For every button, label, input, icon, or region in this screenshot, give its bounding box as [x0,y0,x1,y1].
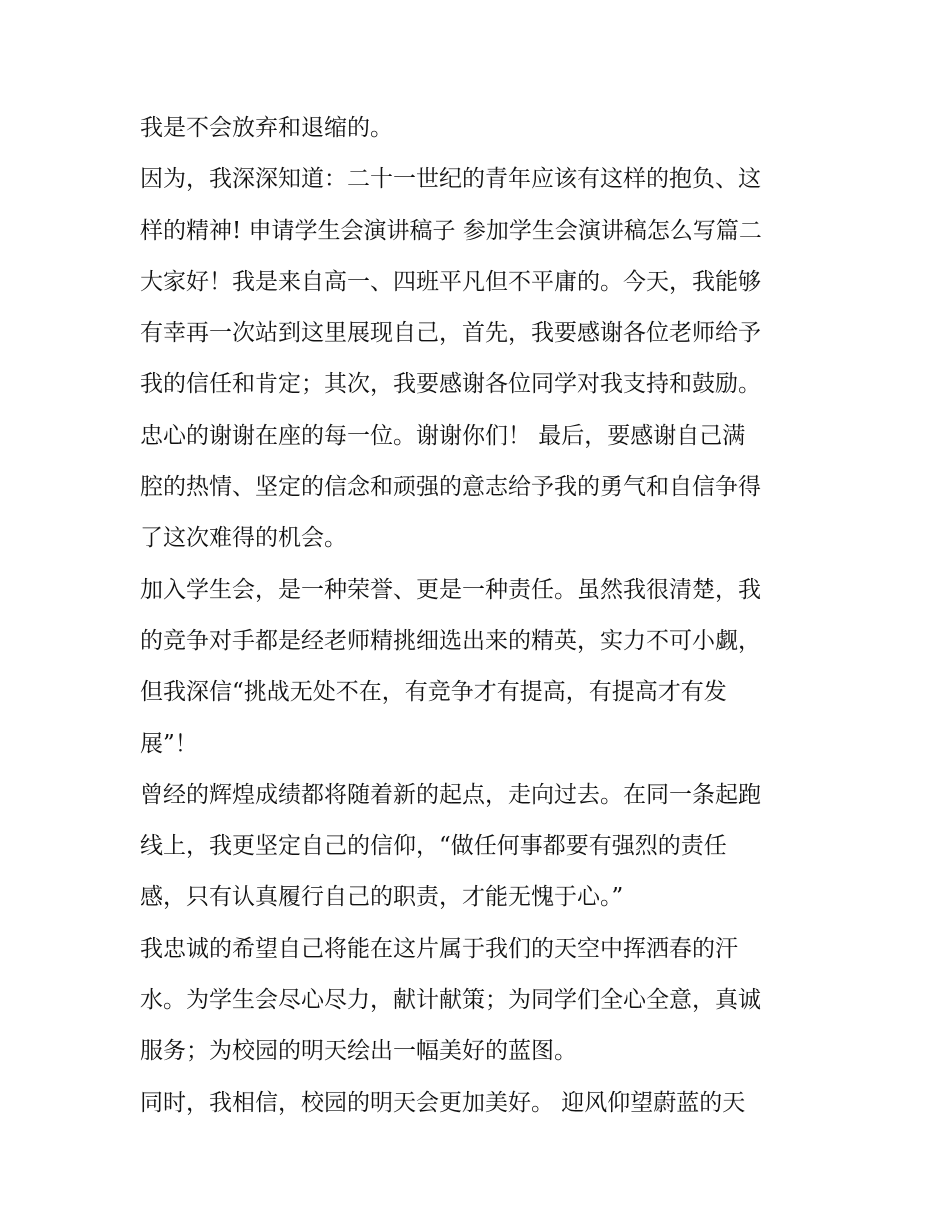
text-line-14: 曾经的辉煌成绩都将随着新的起点，走向过去。在同一条起跑 [140,781,761,808]
text-line-18: 水。为学生会尽心尽力，献计献策；为同学们全心全意，真诚 [140,987,761,1014]
text-line-20: 同时，我相信，校园的明天会更加美好。 迎风仰望蔚蓝的天 [140,1089,746,1116]
text-line-13: 展”！ [140,730,198,757]
document-body [140,103,820,1129]
text-line-3: 样的精神! 申请学生会演讲稿子 参加学生会演讲稿怎么写篇二 [140,217,762,244]
text-line-8: 腔的热情、坚定的信念和顽强的意志给予我的勇气和自信争得 [140,474,761,501]
text-line-1: 我是不会放弃和退缩的。 [140,115,393,141]
text-line-6: 我的信任和肯定；其次，我要感谢各位同学对我支持和鼓励。 [140,371,761,398]
text-line-5: 有幸再一次站到这里展现自己，首先，我要感谢各位老师给予 [140,320,761,347]
text-line-15: 线上，我更坚定自己的信仰，“做任何事都要有强烈的责任 [140,833,727,860]
text-line-9: 了这次难得的机会。 [140,525,347,552]
text-line-12: 但我深信“挑战无处不在，有竞争才有提高，有提高才有发 [140,679,727,706]
text-line-17: 我忠诚的希望自己将能在这片属于我们的天空中挥洒春的汗 [140,935,738,962]
text-line-10: 加入学生会，是一种荣誉、更是一种责任。虽然我很清楚，我 [140,576,761,603]
text-line-2: 因为，我深深知道：二十一世纪的青年应该有这样的抱负、这 [140,166,761,193]
text-line-19: 服务；为校园的明天绘出一幅美好的蓝图。 [140,1038,577,1065]
text-line-4: 大家好！我是来自高一、四班平凡但不平庸的。今天，我能够 [140,268,761,295]
text-line-7: 忠心的谢谢在座的每一位。谢谢你们！ 最后，要感谢自己满 [140,422,746,449]
text-line-11: 的竞争对手都是经老师精挑细选出来的精英，实力不可小觑， [140,627,761,654]
text-line-16: 感，只有认真履行自己的职责，才能无愧于心。” [140,884,624,911]
